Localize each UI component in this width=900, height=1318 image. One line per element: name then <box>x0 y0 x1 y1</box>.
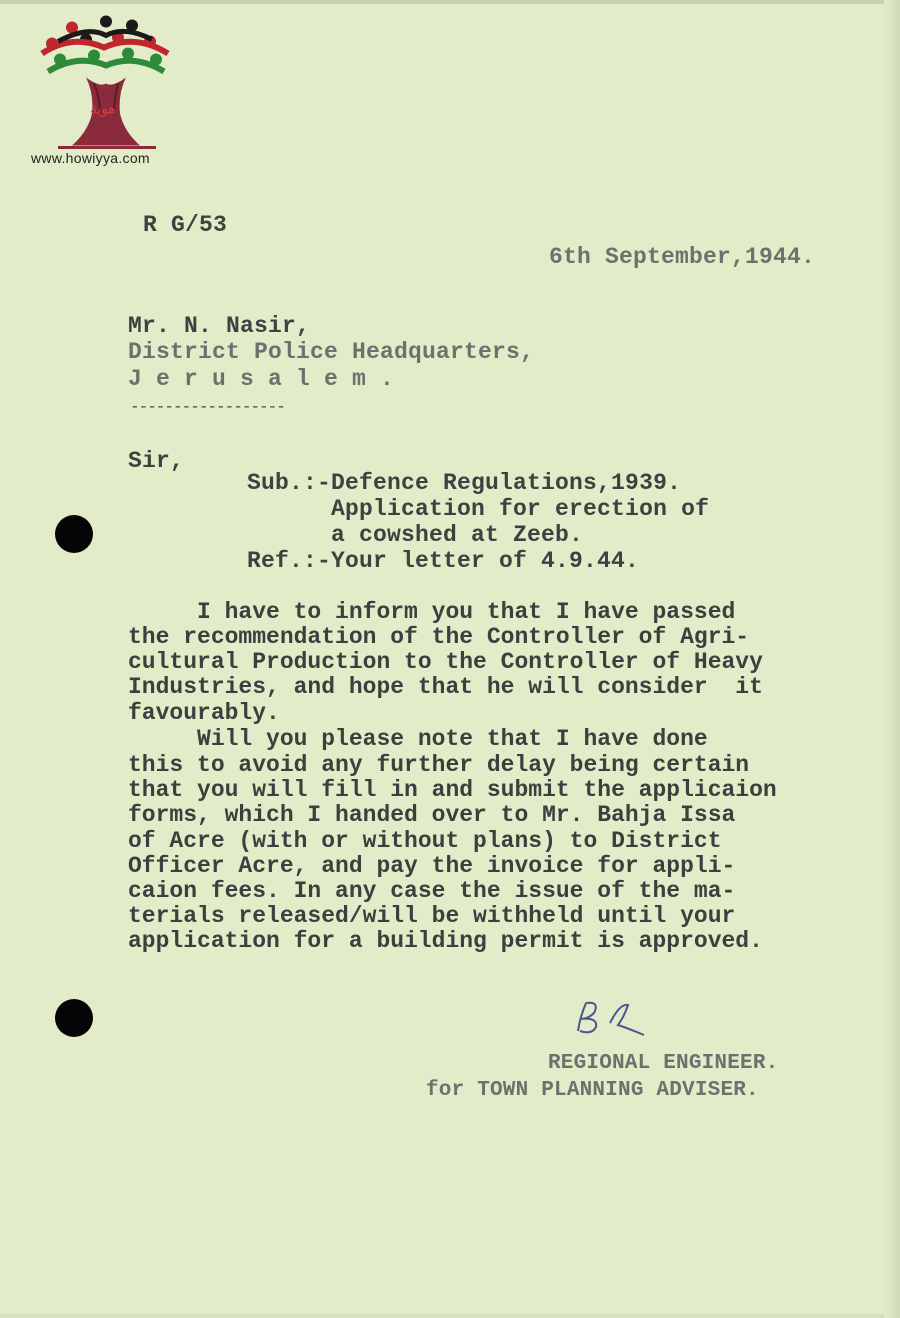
handwritten-signature <box>574 995 654 1040</box>
address-line-2: District Police Headquarters, <box>128 339 535 365</box>
signature-for-line: for TOWN PLANNING ADVISER. <box>426 1079 759 1102</box>
body-line: application for a building permit is approved. <box>128 928 763 954</box>
punch-hole <box>55 999 93 1037</box>
body-line: this to avoid any further delay being certain <box>128 752 750 778</box>
salutation: Sir, <box>128 448 185 474</box>
subject-line-3: a cowshed at Zeeb. <box>247 522 584 548</box>
tree-people-logo-icon <box>28 6 188 171</box>
body-line: Will you please note that I have done <box>128 726 708 752</box>
address-underline: ------------------ <box>130 398 285 416</box>
svg-text:هوية: هوية <box>90 101 117 118</box>
body-line: terials released/will be withheld until your <box>128 903 736 929</box>
punch-hole <box>55 515 93 553</box>
body-line: of Acre (with or without plans) to District <box>128 828 722 854</box>
logo-url-text: www.howiyya.com <box>31 150 150 166</box>
subject-line-1: Sub.:-Defence Regulations,1939. <box>247 470 682 496</box>
body-line: cultural Production to the Controller of Heavy <box>128 649 763 675</box>
letter-date: 6th September,1944. <box>549 244 816 270</box>
body-line: the recommendation of the Controller of Agri- <box>128 624 750 650</box>
scan-top-edge <box>0 0 900 4</box>
body-line: that you will fill in and submit the applicaion <box>128 777 777 803</box>
body-line: forms, which I handed over to Mr. Bahja Issa <box>128 802 736 828</box>
scan-right-edge <box>884 0 900 1318</box>
body-line: Officer Acre, and pay the invoice for appli- <box>128 853 736 879</box>
reference-line: Ref.:-Your letter of 4.9.44. <box>247 548 640 574</box>
reference-number: R G/53 <box>143 212 228 238</box>
subject-line-2: Application for erection of <box>247 496 710 522</box>
body-line: Industries, and hope that he will consider it <box>128 674 763 700</box>
address-line-3: J e r u s a l e m . <box>128 366 395 392</box>
body-line: I have to inform you that I have passed <box>128 599 736 625</box>
body-line: favourably. <box>128 700 280 726</box>
signature-title: REGIONAL ENGINEER. <box>548 1052 779 1075</box>
address-line-1: Mr. N. Nasir, <box>128 313 311 339</box>
body-line: caion fees. In any case the issue of the ma- <box>128 878 736 904</box>
